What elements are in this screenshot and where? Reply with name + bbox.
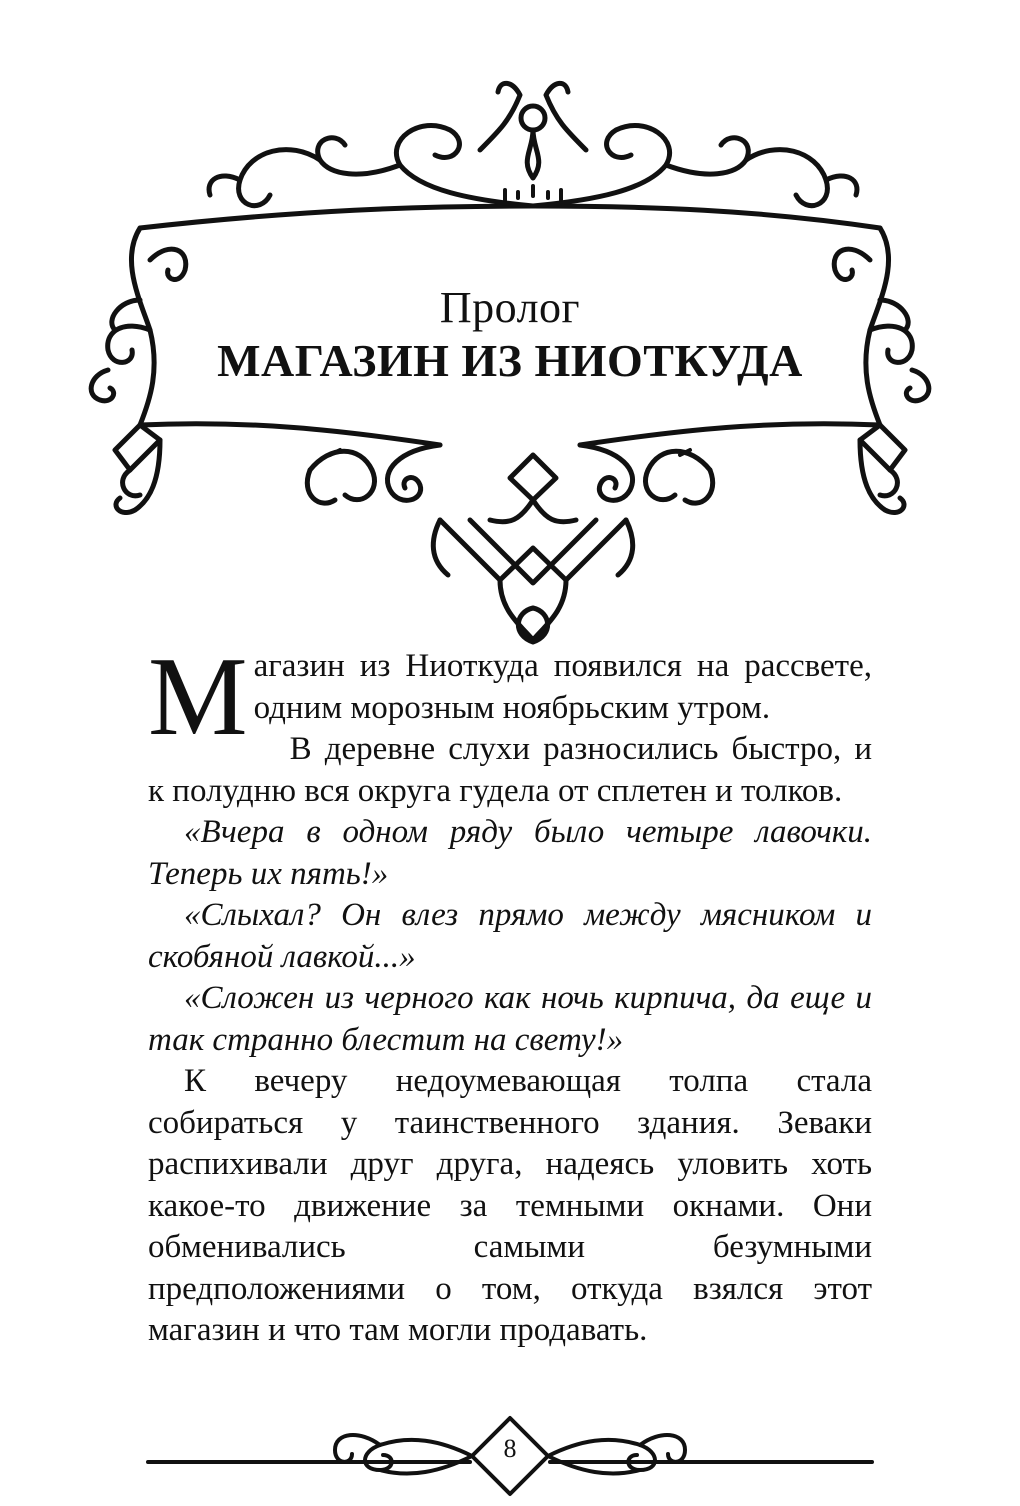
chapter-title: МАГАЗИН ИЗ НИОТКУДА xyxy=(217,335,803,386)
drop-cap: М xyxy=(148,635,248,759)
quote-paragraph-3: «Сложен из черного как ночь кирпича, да еще и так странно блестит на свету!» xyxy=(148,980,872,1058)
quote-paragraph-1: «Вчера в одном ряду было четыре лавочки. Теперь их пять!» xyxy=(148,814,872,892)
paragraph-3: К вечеру недоумевающая толпа стала собираться у таинственного здания. Зеваки распихивали друг друга, надеясь уловить хоть какое-то движение за темными окнами. Они обменивались самыми безумными предположениями о том, откуда взялся этот магазин и что там могли продавать. xyxy=(148,1063,872,1348)
quote-paragraph-2: «Слыхал? Он влез прямо между мясником и скобяной лавкой...» xyxy=(148,897,872,975)
page-number: 8 xyxy=(503,1434,517,1463)
chapter-label: Пролог xyxy=(439,283,581,332)
paragraph-2: В деревне слухи разносились быстро, и к полудню вся округа гудела от сплетен и толков. xyxy=(148,731,872,809)
paragraph-text: агазин из Ниоткуда появился на рассвете, одним морозным ноябрьским утром. xyxy=(253,648,872,726)
